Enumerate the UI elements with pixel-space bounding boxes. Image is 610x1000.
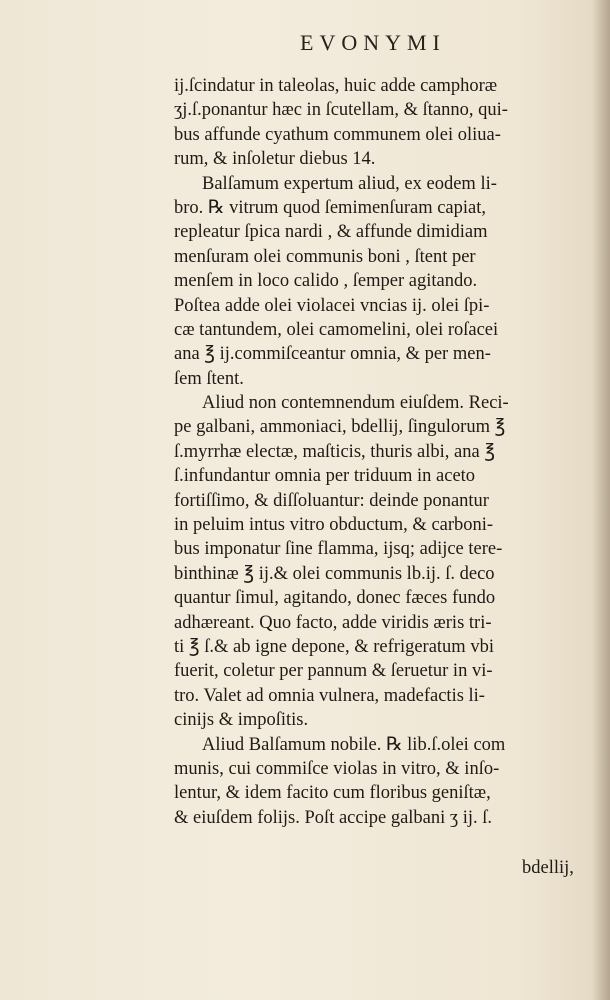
text-block	[174, 74, 594, 830]
text-line: Balſamum expertum aliud, ex eodem li-	[202, 173, 497, 194]
text-line: quantur ſimul, agitando, donec fæces fundo	[174, 588, 496, 609]
text-line: ij.ſcindatur in taleolas, huic adde camphoræ	[174, 76, 498, 96]
text-line: cinijs & impoſitis.	[174, 710, 309, 731]
running-head: EVONYMI	[300, 30, 446, 55]
text-line: Aliud Balſamum nobile. ℞ lib.ſ.olei com	[202, 734, 506, 755]
text-line: menſem in loco calido , ſemper agitando.	[174, 271, 478, 292]
text-line: Poſtea adde olei violacei vncias ij. olei ſpi-	[174, 295, 490, 316]
text-line: ſem ſtent.	[174, 368, 244, 389]
text-line: tro. Valet ad omnia vulnera, madefactis li-	[174, 685, 485, 706]
text-line: fortiſſimo, & diſſoluantur: deinde ponantur	[174, 490, 489, 511]
text-line: in peluim intus vitro obductum, & carboni-	[174, 515, 494, 536]
text-line: bus imponatur ſine flamma, ijsq; adijce tere-	[174, 539, 503, 560]
text-line: rum, & inſoletur diebus 14.	[174, 149, 376, 170]
text-line: ana ℥ ij.commiſceantur omnia, & per men-	[174, 344, 491, 365]
text-line: bro. ℞ vitrum quod ſemimenſuram capiat,	[174, 197, 486, 218]
text-line: & eiuſdem folijs. Poſt accipe galbani ʒ ij. ſ.	[174, 807, 493, 828]
text-line: repleatur ſpica nardi , & affunde dimidiam	[174, 222, 488, 243]
text-line: Aliud non contemnendum eiuſdem. Reci-	[202, 393, 509, 414]
text-line: ti ℥ ſ.& ab igne depone, & refrigeratum vbi	[174, 636, 494, 657]
catchword: bdellij,	[522, 858, 574, 878]
text-line: cæ tantundem, olei camomelini, olei roſacei	[174, 319, 499, 340]
text-line: binthinæ ℥ ij.& olei communis lb.ij. ſ. deco	[174, 563, 495, 584]
text-line: pe galbani, ammoniaci, bdellij, ſingulorum ℥	[174, 417, 506, 438]
text-line: ſ.infundantur omnia per triduum in aceto	[174, 466, 476, 487]
text-line: adhæreant. Quo facto, adde viridis æris tri-	[174, 612, 492, 633]
text-line: ʒj.ſ.ponantur hæc in ſcutellam, & ſtanno, qui-	[174, 100, 508, 121]
text-line: ſ.myrrhæ electæ, maſticis, thuris albi, ana ℥	[174, 441, 496, 462]
text-line: munis, cui commiſce violas in vitro, & inſo-	[174, 758, 500, 779]
text-line: fuerit, coletur per pannum & ſeruetur in vi-	[174, 661, 493, 682]
text-line: bus affunde cyathum communem olei oliua-	[174, 124, 501, 145]
text-line: menſuram olei communis boni , ſtent per	[174, 246, 476, 267]
text-line: lentur, & idem facito cum floribus geniſtæ,	[174, 783, 491, 804]
